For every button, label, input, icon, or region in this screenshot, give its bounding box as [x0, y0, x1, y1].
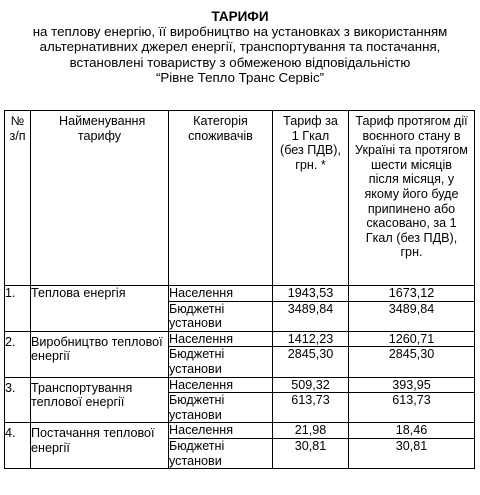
- tariff-value: 1412,23: [273, 331, 349, 347]
- consumer-category: Бюджетні установи: [169, 438, 273, 468]
- table-header-row: [5, 111, 475, 286]
- document-title: ТАРИФИ: [211, 9, 269, 24]
- tariff-value: 3489,84: [273, 301, 349, 331]
- war-tariff-value: 3489,84: [349, 301, 475, 331]
- war-tariff-value: 18,46: [349, 423, 475, 439]
- row-number: 2.: [5, 331, 31, 377]
- row-number: 3.: [5, 377, 31, 423]
- tariff-value: 613,73: [273, 393, 349, 423]
- war-tariff-value: 30,81: [349, 438, 475, 468]
- war-tariff-value: 1260,71: [349, 331, 475, 347]
- consumer-category: Населення: [169, 331, 273, 347]
- document-header: [0, 9, 480, 85]
- col-header-number: № з/п: [5, 111, 31, 286]
- table-row: [5, 377, 475, 393]
- consumer-category: Населення: [169, 377, 273, 393]
- subtitle-line-4: “Рівне Тепло Транс Сервіс”: [155, 69, 325, 85]
- table-row: [5, 423, 475, 439]
- war-tariff-value: 613,73: [349, 393, 475, 423]
- row-number: 4.: [5, 423, 31, 469]
- consumer-category: Бюджетні установи: [169, 393, 273, 423]
- table-row: [5, 286, 475, 302]
- tariffs-table: [4, 110, 475, 469]
- tariff-name: Транспортування теплової енергії: [31, 377, 169, 423]
- tariff-name: Постачання теплової енергії: [31, 423, 169, 469]
- consumer-category: Населення: [169, 423, 273, 439]
- tariff-value: 2845,30: [273, 347, 349, 377]
- col-header-tariff: Тариф за 1 Гкал (без ПДВ), грн. *: [273, 111, 349, 286]
- tariff-value: 1943,53: [273, 286, 349, 302]
- table-row: [5, 331, 475, 347]
- tariff-value: 30,81: [273, 438, 349, 468]
- subtitle-line-1: на теплову енергію, її виробництво на установках з використанням: [32, 24, 448, 40]
- tariff-value: 509,32: [273, 377, 349, 393]
- col-header-consumer-category: Категорія споживачів: [169, 111, 273, 286]
- subtitle-line-2: альтернативних джерел енергії, транспортування та постачання,: [39, 39, 441, 55]
- tariff-name: Виробництво теплової енергії: [31, 331, 169, 377]
- war-tariff-value: 393,95: [349, 377, 475, 393]
- war-tariff-value: 2845,30: [349, 347, 475, 377]
- war-tariff-value: 1673,12: [349, 286, 475, 302]
- consumer-category: Бюджетні установи: [169, 301, 273, 331]
- col-header-war-tariff: Тариф протягом дії воєнного стану в Україні та протягом шести місяців після місяця, у якому його буде припинено або скасовано, за 1 Гкал (без ПДВ), грн.: [349, 111, 475, 286]
- consumer-category: Населення: [169, 286, 273, 302]
- tariff-value: 21,98: [273, 423, 349, 439]
- col-header-tariff-name: Найменування тарифу: [31, 111, 169, 286]
- tariff-name: Теплова енергія: [31, 286, 169, 332]
- row-number: 1.: [5, 286, 31, 332]
- subtitle-line-3: встановлені товариству з обмеженою відповідальністю: [69, 54, 411, 70]
- consumer-category: Бюджетні установи: [169, 347, 273, 377]
